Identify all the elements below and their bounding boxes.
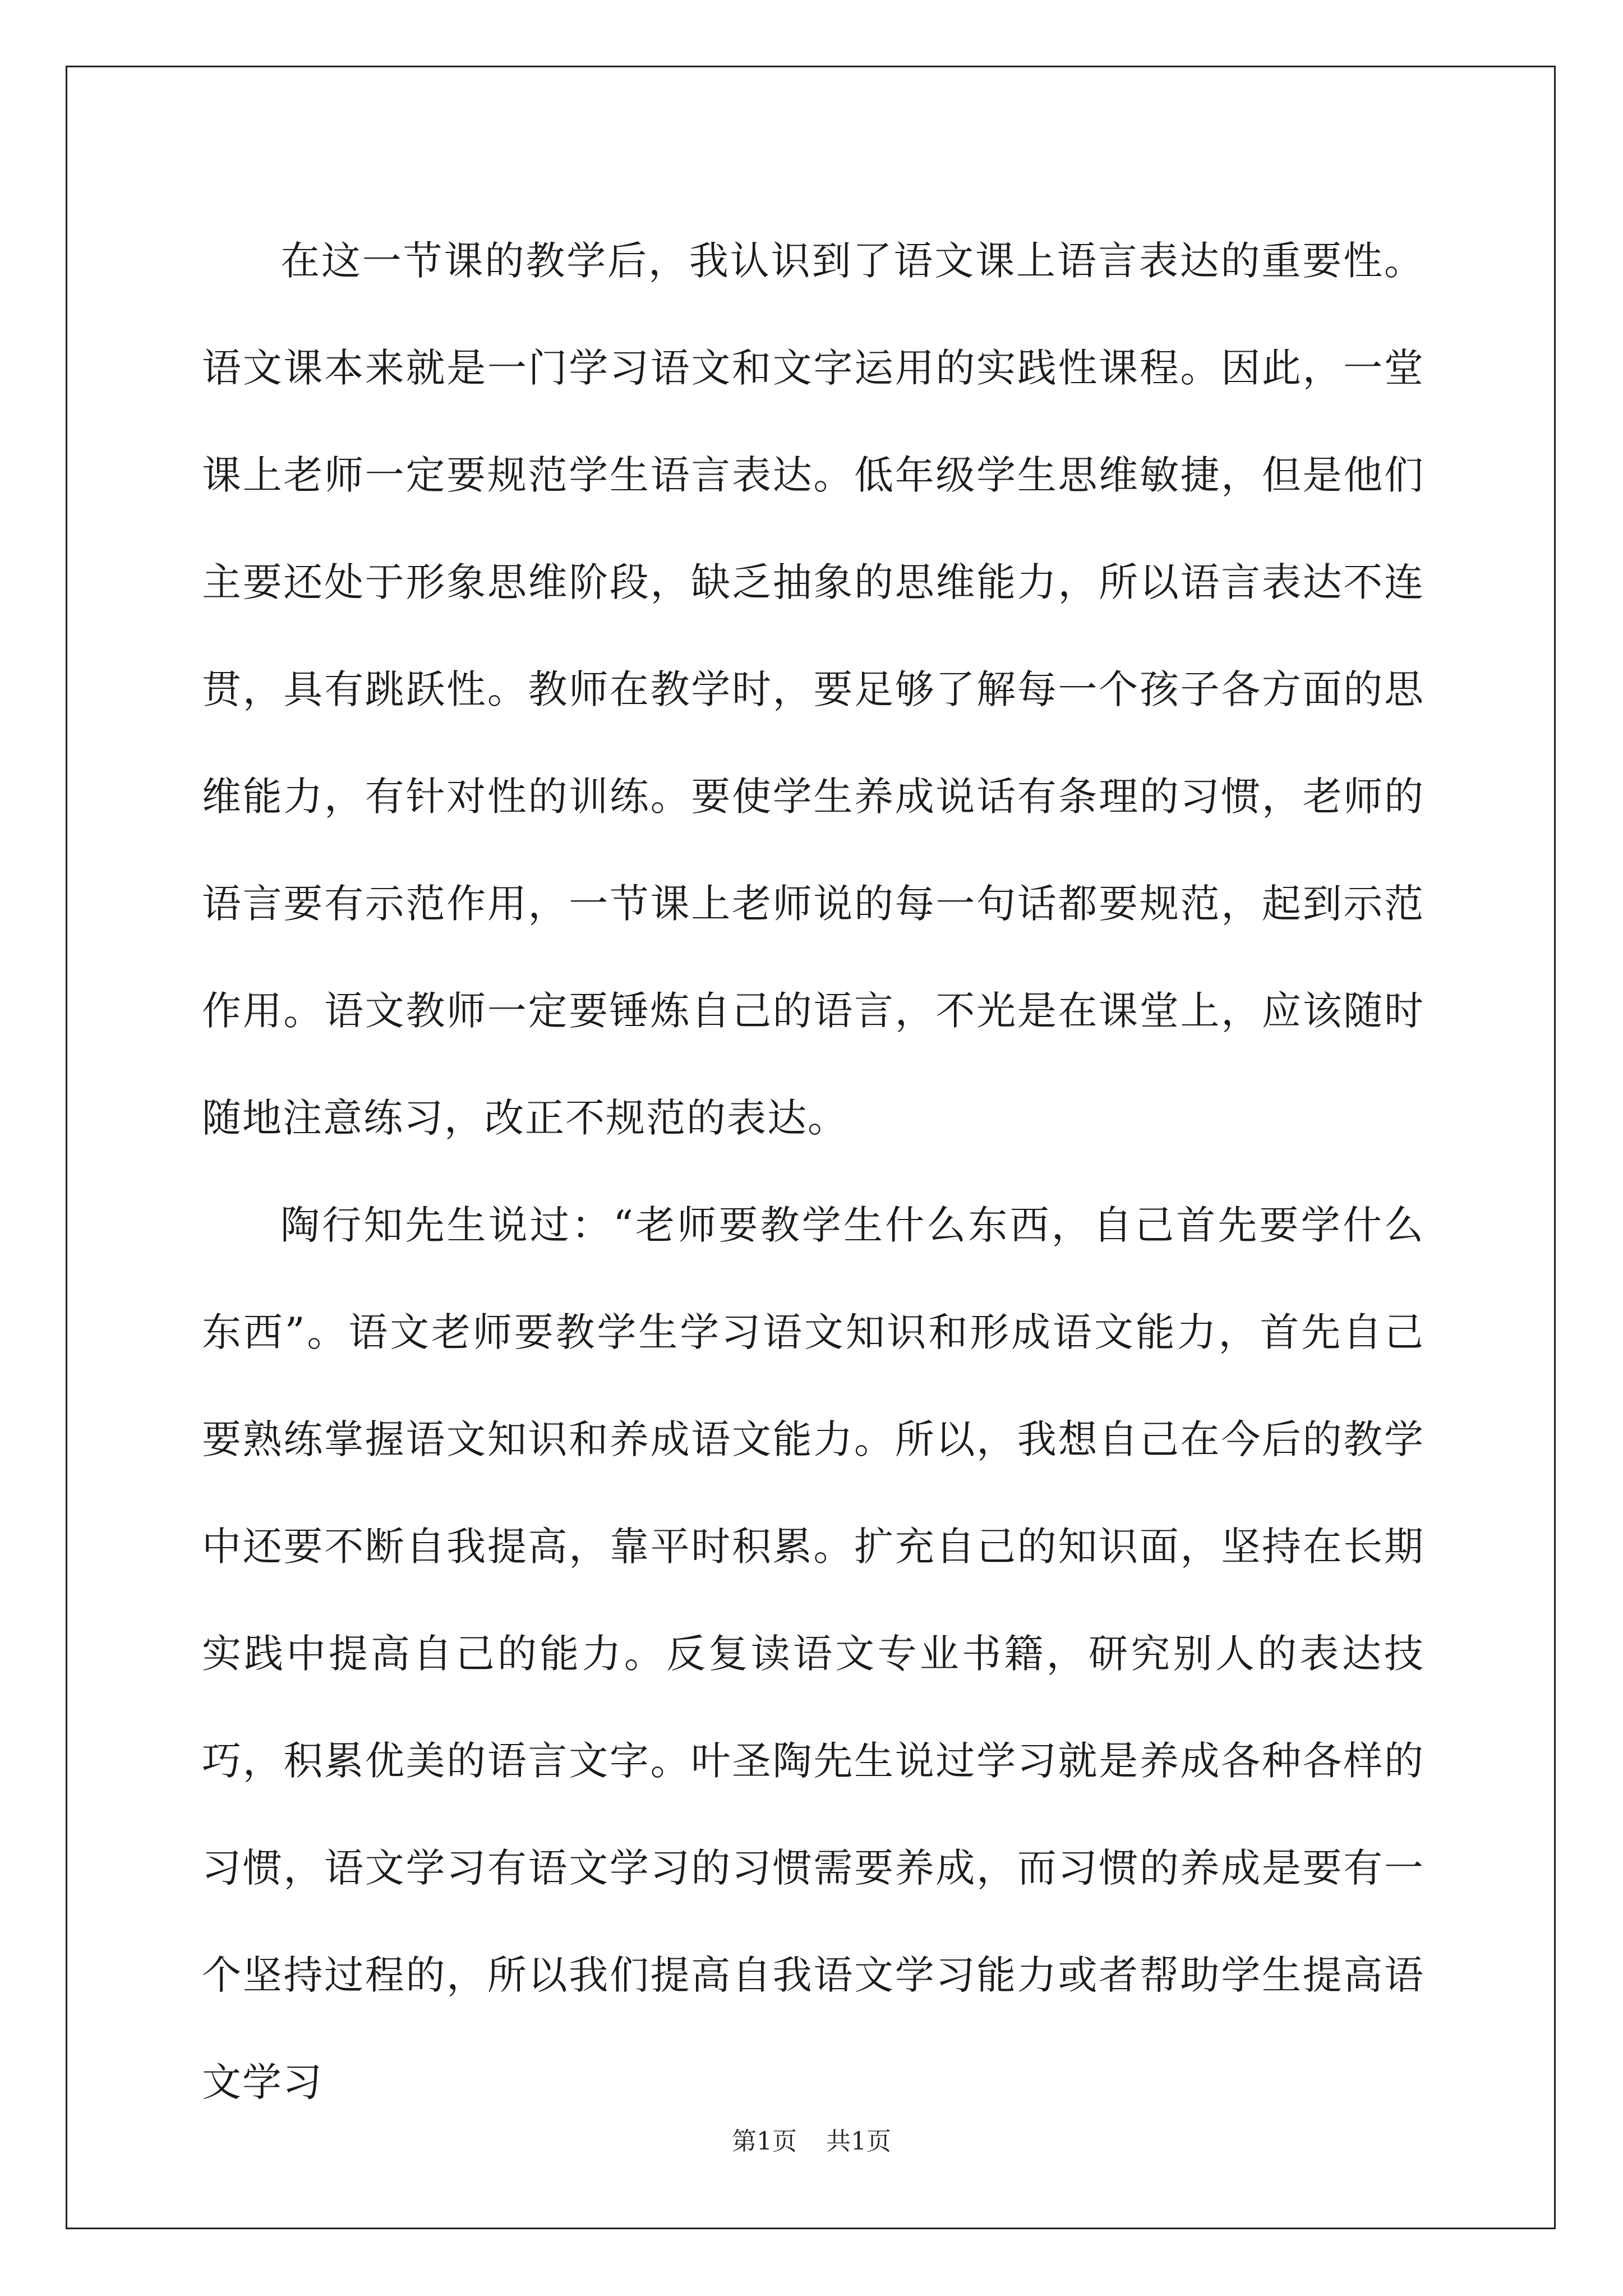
page-footer bbox=[0, 2125, 1623, 2159]
page-number-total: 共1页 bbox=[826, 2127, 891, 2156]
paragraph-1: 在这一节课的教学后，我认识到了语文课上语言表达的重要性。语文课本来就是一门学习语文和文字运用的实践性课程。因此，一堂课上老师一定要规范学生语言表达。低年级学生思维敏捷，但是他们主要还处于形象思维阶段，缺乏抽象的思维能力，所以语言表达不连贯，具有跳跃性。教师在教学时，要足够了解每一个孩子各方面的思维能力，有针对性的训练。要使学生养成说话有条理的习惯，老师的语言要有示范作用，一节课上老师说的每一句话都要规范，起到示范作用。语文教师一定要锤炼自己的语言，不光是在课堂上，应该随时随地注意练习，改正不规范的表达。 bbox=[202, 238, 1424, 1141]
document-body bbox=[202, 208, 1424, 2136]
page-number-current: 第1页 bbox=[732, 2127, 797, 2156]
paragraph-2: 陶行知先生说过：“老师要教学生什么东西，自己首先要学什么东西”。语文老师要教学生学习语文知识和形成语文能力，首先自己要熟练掌握语文知识和养成语文能力。所以，我想自己在今后的教学中还要不断自我提高，靠平时积累。扩充自己的知识面，坚持在长期实践中提高自己的能力。反复读语文专业书籍，研究别人的表达技巧，积累优美的语言文字。叶圣陶先生说过学习就是养成各种各样的习惯，语文学习有语文学习的习惯需要养成，而习惯的养成是要有一个坚持过程的，所以我们提高自我语文学习能力或者帮助学生提高语文学习 bbox=[202, 1202, 1424, 2105]
